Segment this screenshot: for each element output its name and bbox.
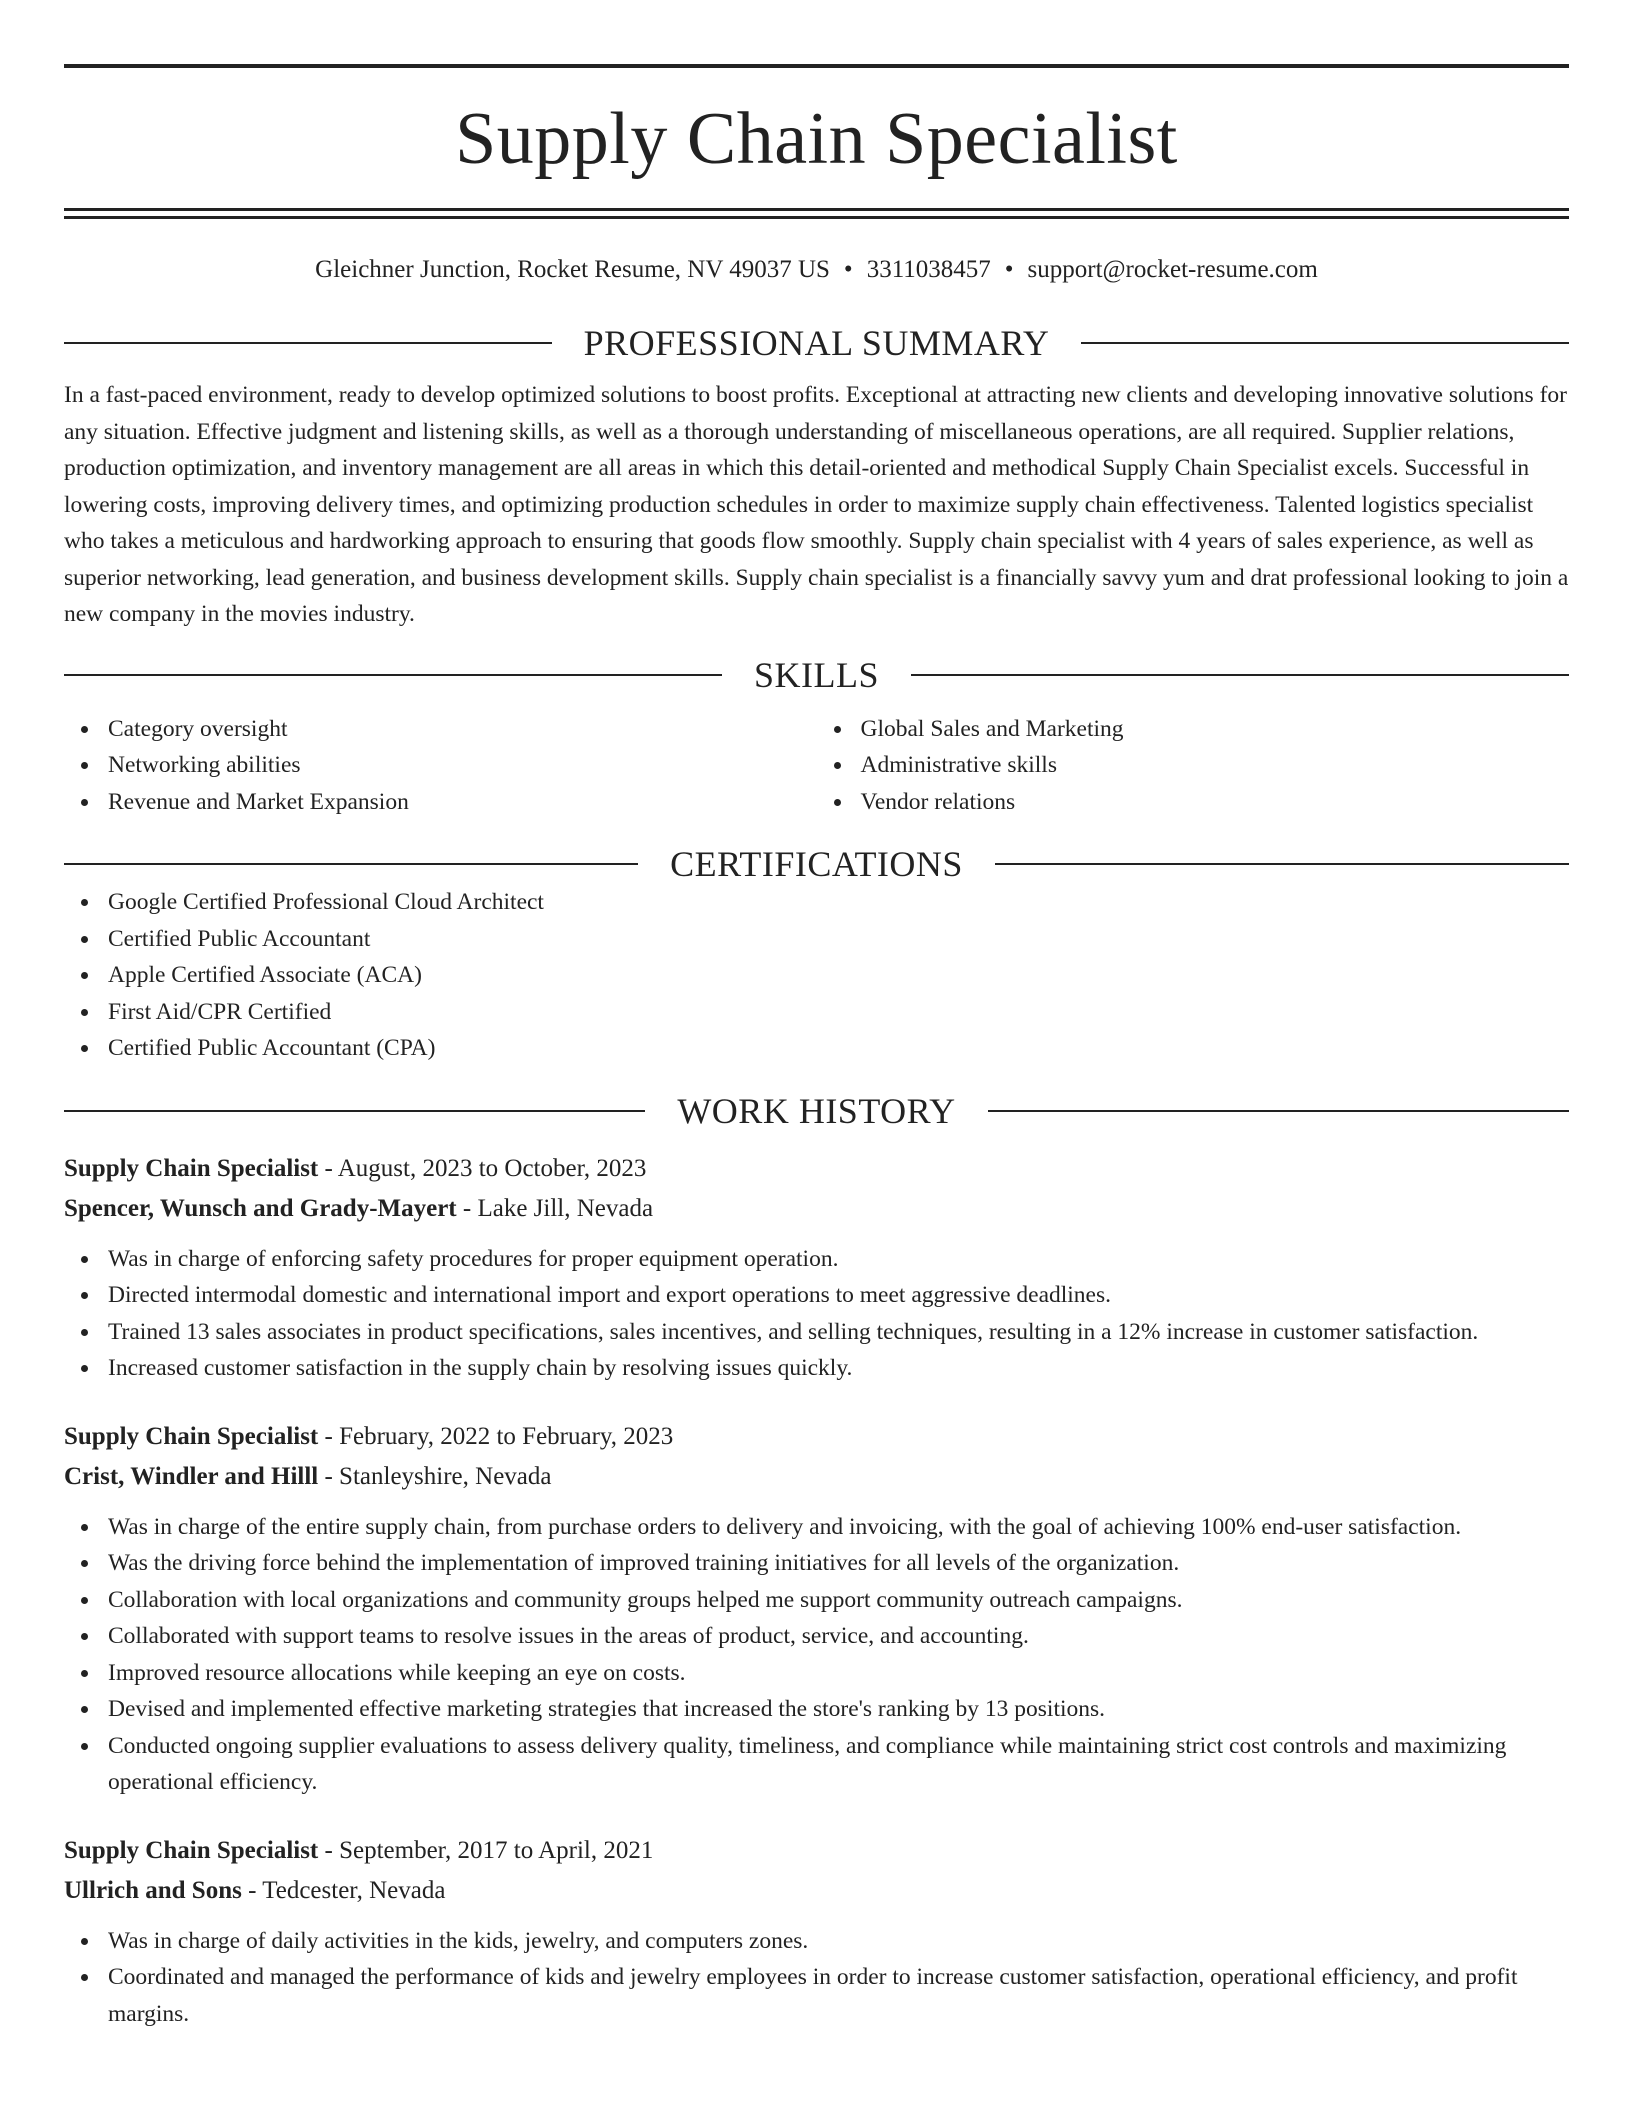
job-entry xyxy=(64,1417,1569,1801)
skill-item: Administrative skills xyxy=(817,747,1570,784)
skills-column-left xyxy=(64,711,817,821)
certification-item: Apple Certified Associate (ACA) xyxy=(64,957,1569,994)
heading-rule xyxy=(988,1110,1569,1112)
work-history-title: WORK HISTORY xyxy=(677,1090,956,1131)
job-company-line xyxy=(64,1457,1569,1497)
job-duty: Coordinated and managed the performance of kids and jewelry employees in order to increase customer satisfaction, operational efficiency, and profit margins. xyxy=(64,1959,1569,2032)
heading-rule xyxy=(995,863,1569,865)
job-duty: Trained 13 sales associates in product specifications, sales incentives, and selling techniques, resulting in a 12% increase in customer satisfaction. xyxy=(64,1314,1569,1351)
job-company-line xyxy=(64,1871,1569,1911)
job-title: Supply Chain Specialist xyxy=(64,1422,319,1450)
job-duties xyxy=(64,1241,1569,1387)
skill-item: Networking abilities xyxy=(64,747,817,784)
certifications-title: CERTIFICATIONS xyxy=(670,844,963,884)
work-history-heading xyxy=(64,1091,1569,1131)
certifications-heading xyxy=(64,844,1569,884)
job-duty: Collaborated with support teams to resolve issues in the areas of product, service, and accounting. xyxy=(64,1618,1569,1655)
job-duties xyxy=(64,1923,1569,2033)
job-title-line xyxy=(64,1149,1569,1189)
job-entry xyxy=(64,1831,1569,2033)
certification-item: Google Certified Professional Cloud Architect xyxy=(64,884,1569,921)
certification-item: Certified Public Accountant (CPA) xyxy=(64,1030,1569,1067)
job-company: Ullrich and Sons xyxy=(64,1876,242,1904)
contact-separator: • xyxy=(843,256,853,283)
summary-title: PROFESSIONAL SUMMARY xyxy=(583,323,1050,363)
job-duty: Was in charge of enforcing safety procedures for proper equipment operation. xyxy=(64,1241,1569,1278)
skill-item: Revenue and Market Expansion xyxy=(64,784,817,821)
job-duty: Conducted ongoing supplier evaluations to assess delivery quality, timeliness, and compliance while maintaining strict cost controls and maximizing operational efficiency. xyxy=(64,1728,1569,1801)
job-entry xyxy=(64,1149,1569,1387)
job-company-line xyxy=(64,1189,1569,1229)
job-company: Crist, Windler and Hilll xyxy=(64,1462,319,1490)
summary-text: In a fast-paced environment, ready to develop optimized solutions to boost profits. Exceptional at attracting new clients and developing innovative solutions for any situation. Effective judgment and listening skills, as well as a thorough understanding of miscellaneous operations, are all required. Supplier relations, production optimization, and inventory management are all areas in which this detail-oriented and methodical Supply Chain Specialist excels. Successful in lowering costs, improving delivery times, and optimizing production schedules in order to maximize supply chain effectiveness. Talented logistics specialist who takes a meticulous and hardworking approach to ensuring that goods flow smoothly. Supply chain specialist with 4 years of sales experience, as well as superior networking, lead generation, and business development skills. Supply chain specialist is a financially savvy yum and drat professional looking to join a new company in the movies industry. xyxy=(64,382,1569,627)
heading-rule xyxy=(911,674,1569,676)
heading-rule xyxy=(64,863,638,865)
skills-list xyxy=(64,711,1569,821)
contact-line xyxy=(64,255,1569,285)
job-duty: Was in charge of the entire supply chain, from purchase orders to delivery and invoicing, with the goal of achieving 100% end-user satisfaction. xyxy=(64,1509,1569,1546)
job-duty: Directed intermodal domestic and international import and export operations to meet aggressive deadlines. xyxy=(64,1277,1569,1314)
job-title: Supply Chain Specialist xyxy=(64,1154,319,1182)
skill-item: Category oversight xyxy=(64,711,817,748)
job-title-line xyxy=(64,1417,1569,1457)
skill-item: Global Sales and Marketing xyxy=(817,711,1570,748)
certification-item: Certified Public Accountant xyxy=(64,921,1569,958)
job-duty: Was in charge of daily activities in the kids, jewelry, and computers zones. xyxy=(64,1923,1569,1960)
top-rule xyxy=(64,64,1569,68)
summary-heading xyxy=(64,323,1569,363)
job-dates: - September, 2017 to April, 2021 xyxy=(318,1836,654,1864)
job-location: - Lake Jill, Nevada xyxy=(456,1194,654,1222)
job-title: Supply Chain Specialist xyxy=(64,1836,319,1864)
heading-rule xyxy=(1081,342,1569,344)
heading-rule xyxy=(64,342,552,344)
job-duties xyxy=(64,1509,1569,1801)
certifications-list xyxy=(64,884,1569,1067)
double-rule xyxy=(64,208,1569,219)
job-title-line xyxy=(64,1831,1569,1871)
resume-page xyxy=(64,64,1569,2032)
job-dates: - February, 2022 to February, 2023 xyxy=(318,1422,674,1450)
job-duty: Increased customer satisfaction in the supply chain by resolving issues quickly. xyxy=(64,1350,1569,1387)
contact-separator: • xyxy=(1004,256,1014,283)
job-location: - Tedcester, Nevada xyxy=(241,1876,446,1904)
job-duty: Was the driving force behind the implementation of improved training initiatives for all levels of the organization. xyxy=(64,1545,1569,1582)
resume-title: Supply Chain Specialist xyxy=(455,98,1178,180)
job-duty: Collaboration with local organizations and community groups helped me support community outreach campaigns. xyxy=(64,1582,1569,1619)
job-company: Spencer, Wunsch and Grady-Mayert xyxy=(64,1194,457,1222)
job-duty: Devised and implemented effective marketing strategies that increased the store's ranking by 13 positions. xyxy=(64,1691,1569,1728)
job-duty: Improved resource allocations while keeping an eye on costs. xyxy=(64,1655,1569,1692)
skill-item: Vendor relations xyxy=(817,784,1570,821)
certification-item: First Aid/CPR Certified xyxy=(64,994,1569,1031)
job-location: - Stanleyshire, Nevada xyxy=(318,1462,552,1490)
contact-address: Gleichner Junction, Rocket Resume, NV 49037 US xyxy=(315,256,830,283)
skills-heading xyxy=(64,655,1569,695)
contact-email[interactable]: support@rocket-resume.com xyxy=(1027,256,1318,283)
skills-title: SKILLS xyxy=(754,654,880,695)
heading-rule xyxy=(64,674,722,676)
job-dates: - August, 2023 to October, 2023 xyxy=(318,1154,647,1182)
skills-column-right xyxy=(817,711,1570,821)
heading-rule xyxy=(64,1110,645,1112)
contact-phone: 3311038457 xyxy=(866,256,991,283)
